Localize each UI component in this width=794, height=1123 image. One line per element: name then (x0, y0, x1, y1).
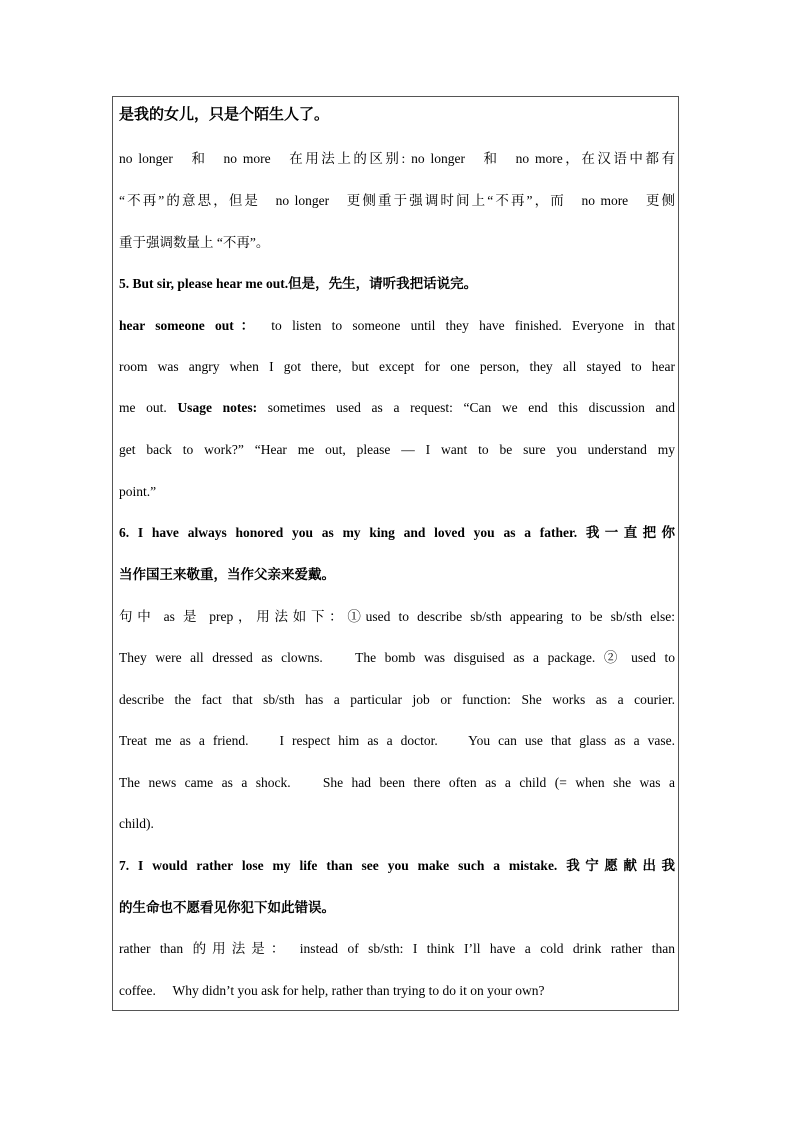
item-7-heading: 的生命也不愿看见你犯下如此错误。 (119, 900, 335, 915)
text-line: 句中 as 是 prep，用法如下：①used to describe sb/sth appearing to be sb/sth else: (119, 609, 675, 624)
text-line: Treat me as a friend. I respect him as a doctor. You can use that glass as a vase. (119, 733, 675, 748)
item-5-heading: 5. But sir, please hear me out.但是，先生，请听我把话说完。 (119, 276, 478, 291)
text-run: sometimes used as a request: “Can we end this discussion and (257, 400, 675, 415)
text-line: 重于强调数量上 “不再”。 (119, 235, 270, 250)
usage-notes-label: Usage notes: (177, 400, 258, 415)
text-line: rather than 的用法是： instead of sb/sth: I think I’ll have a cold drink rather than (119, 941, 675, 956)
text-line: point.” (119, 484, 157, 499)
text-line: child). (119, 816, 154, 831)
text-line: The news came as a shock. She had been there often as a child (= when she was a (119, 775, 675, 790)
text-line: no longer 和 no more 在用法上的区别: no longer 和 no more，在汉语中都有 (119, 151, 675, 166)
text-run: to listen to someone until they have finished. Everyone in that (261, 318, 675, 333)
term-label: hear someone out： (119, 318, 262, 333)
text-line (119, 398, 675, 418)
text-line: describe the fact that sb/sth has a particular job or function: She works as a courier. (119, 692, 675, 707)
text-line (119, 316, 675, 336)
text-line: 是我的女儿，只是个陌生人了。 (119, 107, 330, 123)
item-6-heading: 6. I have always honored you as my king and loved you as a father. 我一直把你 (119, 525, 675, 540)
item-6-heading: 当作国王来敬重，当作父亲来爱戴。 (119, 567, 335, 582)
item-7-heading: 7. I would rather lose my life than see you make such a mistake. 我宁愿献出我 (119, 858, 675, 873)
text-line: get back to work?” “Hear me out, please — I want to be sure you understand my (119, 442, 675, 457)
text-line: room was angry when I got there, but except for one person, they all stayed to hear (119, 359, 675, 374)
text-line: coffee. Why didn’t you ask for help, rather than trying to do it on your own? (119, 983, 545, 998)
text-line: “不再”的意思，但是 no longer 更侧重于强调时间上“不再”，而 no more 更侧 (119, 193, 675, 208)
text-line: They were all dressed as clowns. The bomb was disguised as a package. ② used to (119, 650, 675, 665)
text-run: me out. (119, 400, 178, 415)
